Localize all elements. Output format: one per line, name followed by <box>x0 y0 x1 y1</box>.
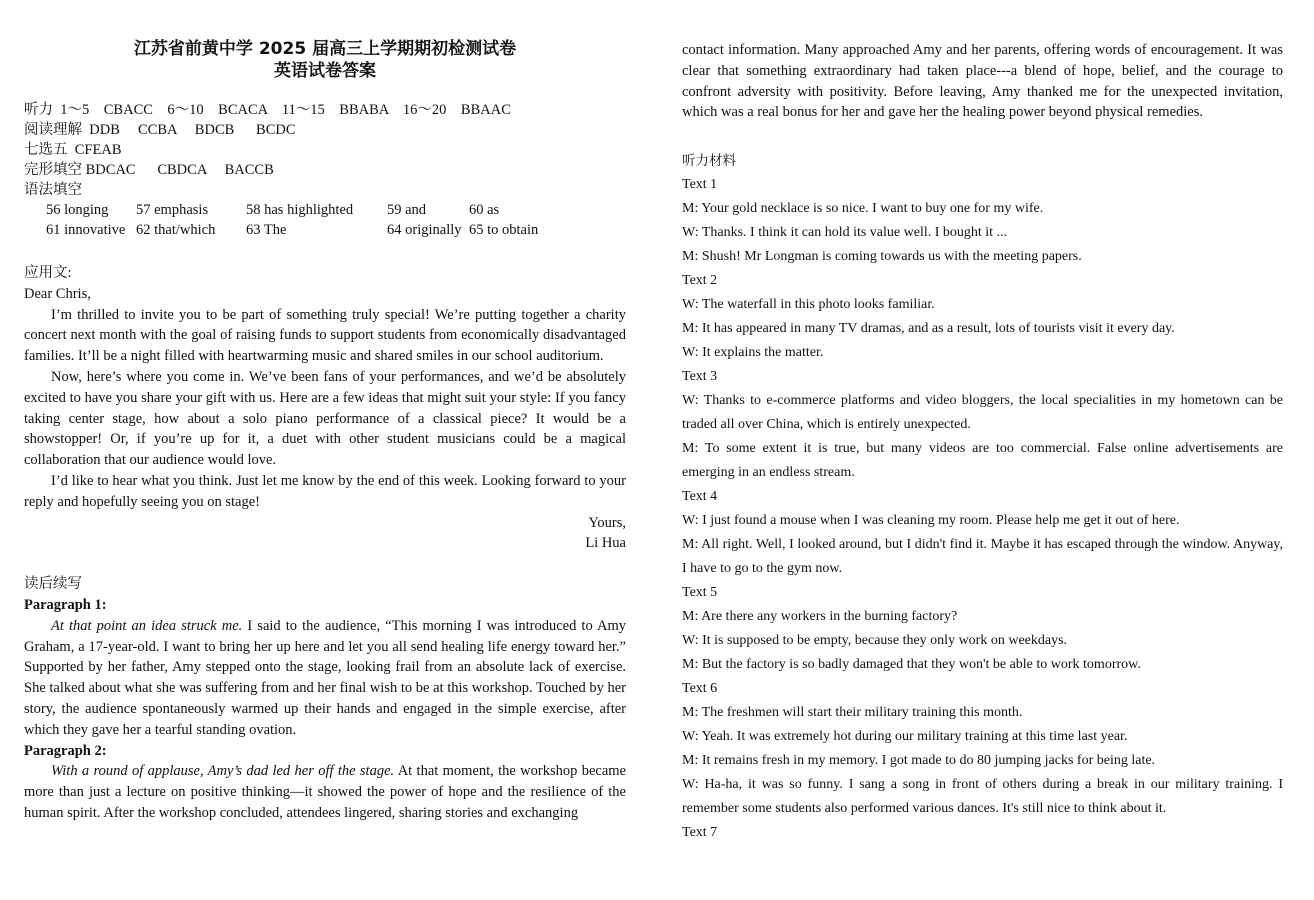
answers-reading: 阅读理解 DDB CCBA BDCB BCDC <box>24 122 296 138</box>
paragraph-1-heading: Paragraph 1: <box>24 596 107 613</box>
letter-paragraph-2: Now, here’s where you come in. We’ve been fans of your performances, and we’d be absolutely excited to have you share your gift with us. Here are a few ideas that might suit your style: If you fancy taking center stage, how about a solo piano performance of a classical piece? It would be a showstopper! Or, if you’re up for it, a duet with other student musicians could be a magical collaboration that our audience would love. <box>24 368 626 469</box>
script-section-heading: Text 3 <box>682 369 718 385</box>
script-line: M: It has appeared in many TV dramas, and as a result, lots of tourists visit it every day. <box>682 321 1175 337</box>
letter-paragraph-3: I’d like to hear what you think. Just let me know by the end of this week. Looking forward to your reply and hopefully seeing you on stage! <box>24 472 626 510</box>
paragraph-2-heading: Paragraph 2: <box>24 742 107 759</box>
left-column <box>24 0 626 824</box>
paragraph-1-opening: At that point an idea struck me. <box>51 617 243 634</box>
grammar-answer: 62 that/which <box>136 222 216 238</box>
answers-seven-choose-five: 七选五 CFEAB <box>24 142 122 158</box>
letter-paragraph-1: I’m thrilled to invite you to be part of something truly special! We’re putting together a charity concert next month with the goal of raising funds to support students from economically disadvantaged families. It’ll be a night filled with heartwarming music and shared smiles in our school auditorium. <box>24 306 626 365</box>
letter-closing: Yours, <box>588 514 626 531</box>
continuation-label: 读后续写 <box>24 576 82 593</box>
script-section-heading: Text 5 <box>682 585 718 601</box>
grammar-answer: 63 The <box>246 222 287 238</box>
script-section-heading: Text 6 <box>682 681 718 697</box>
script-line: M: It remains fresh in my memory. I got made to do 80 jumping jacks for being late. <box>682 753 1156 769</box>
script-section-heading: Text 2 <box>682 273 718 289</box>
grammar-answer: 65 to obtain <box>469 222 539 238</box>
script-line: W: Thanks. I think it can hold its value well. I bought it ... <box>682 225 1008 241</box>
page-subtitle: 英语试卷答案 <box>274 61 376 81</box>
script-line: W: The waterfall in this photo looks familiar. <box>682 297 935 313</box>
script-line: M: But the factory is so badly damaged that they won't be able to work tomorrow. <box>682 657 1141 673</box>
script-line: M: To some extent it is true, but many videos are too commercial. False online advertisements are emerging in an endless stream. <box>682 441 1283 481</box>
grammar-answer: 61 innovative <box>46 222 126 238</box>
script-line: M: Shush! Mr Longman is coming towards us with the meeting papers. <box>682 249 1082 265</box>
grammar-answer: 59 and <box>387 202 427 218</box>
grammar-answer: 58 has highlighted <box>246 202 354 218</box>
answers-grammar-grid <box>24 200 626 240</box>
letter-salutation: Dear Chris, <box>24 285 91 302</box>
script-line: W: Thanks to e-commerce platforms and video bloggers, the local specialities in my hometown can be traded all over China, which is entirely unexpected. <box>682 393 1283 433</box>
paragraph-2-opening: With a round of applause, Amy’s dad led her off the stage. <box>51 763 395 780</box>
script-line: M: All right. Well, I looked around, but I didn't find it. Maybe it has escaped through the window. Anyway, I have to go to the gym now. <box>682 537 1283 577</box>
script-line: W: It is supposed to be empty, because they only work on weekdays. <box>682 633 1068 649</box>
paragraph-2-continued: contact information. Many approached Amy and her parents, offering words of encouragement. It was clear that something extraordinary had taken place---a blend of hope, belief, and the courage to confront adversity with positivity. Before leaving, Amy thanked me for the unexpected invitation, which was a real bonus for her and gave her the healing power beyond physical remedies. <box>682 42 1283 121</box>
answers-grammar-label: 语法填空 <box>24 182 82 198</box>
answers-cloze: 完形填空 BDCAC CBDCA BACCB <box>24 162 274 178</box>
grammar-answer: 64 originally <box>387 222 462 238</box>
script-section-heading: Text 1 <box>682 177 718 193</box>
paragraph-1-body <box>24 616 626 741</box>
script-line: M: Your gold necklace is so nice. I want to buy one for my wife. <box>682 201 1044 217</box>
listening-material-label: 听力材料 <box>682 153 736 170</box>
script-line: W: Yeah. It was extremely hot during our military training at this time last year. <box>682 729 1128 745</box>
grammar-answer: 57 emphasis <box>136 202 209 218</box>
script-line: M: Are there any workers in the burning factory? <box>682 609 958 625</box>
script-line: W: It explains the matter. <box>682 345 824 361</box>
page-title: 江苏省前黄中学 2025 届高三上学期期初检测试卷 <box>133 39 517 59</box>
grammar-answer: 60 as <box>469 202 500 218</box>
answers-listening: 听力 1～5 CBACC 6～10 BCACA 11～15 BBABA 16～20 BBAAC <box>24 102 511 118</box>
letter-signature: Li Hua <box>585 535 626 552</box>
letter-label: 应用文: <box>24 265 72 281</box>
script-line: W: Ha-ha, it was so funny. I sang a song in front of others during a break in our military training. I remember some students also performed various dances. It's still nice to think about it. <box>682 777 1283 817</box>
paragraph-2-body <box>24 761 626 823</box>
right-column <box>682 0 1283 845</box>
script-line: W: I just found a mouse when I was cleaning my room. Please help me get it out of here. <box>682 513 1180 529</box>
listening-script <box>682 173 1283 845</box>
grammar-answer: 56 longing <box>46 202 109 218</box>
script-section-heading: Text 4 <box>682 489 718 505</box>
script-section-heading: Text 7 <box>682 825 718 841</box>
paragraph-2-text: At that moment, the workshop became more than just a lecture on positive thinking—it showed the power of hope and the resilience of the human spirit. After the workshop concluded, attendees lingered, sharing stories and exchanging <box>24 763 626 821</box>
script-line: M: The freshmen will start their military training this month. <box>682 705 1023 721</box>
paragraph-1-text: I said to the audience, “This morning I was introduced to Amy Graham, a 17-year-old. I want to bring her up here and let you all send healing life energy toward her.” Supported by her father, Amy stepped onto the stage, looking frail from an absolute lack of exercise. She talked about what she was suffering from and her final wish to be at this workshop. Touched by her story, the audience spontaneously warmed up their hands and engaged in the simple exercise, after which they gave her a tearful standing ovation. <box>24 617 626 738</box>
